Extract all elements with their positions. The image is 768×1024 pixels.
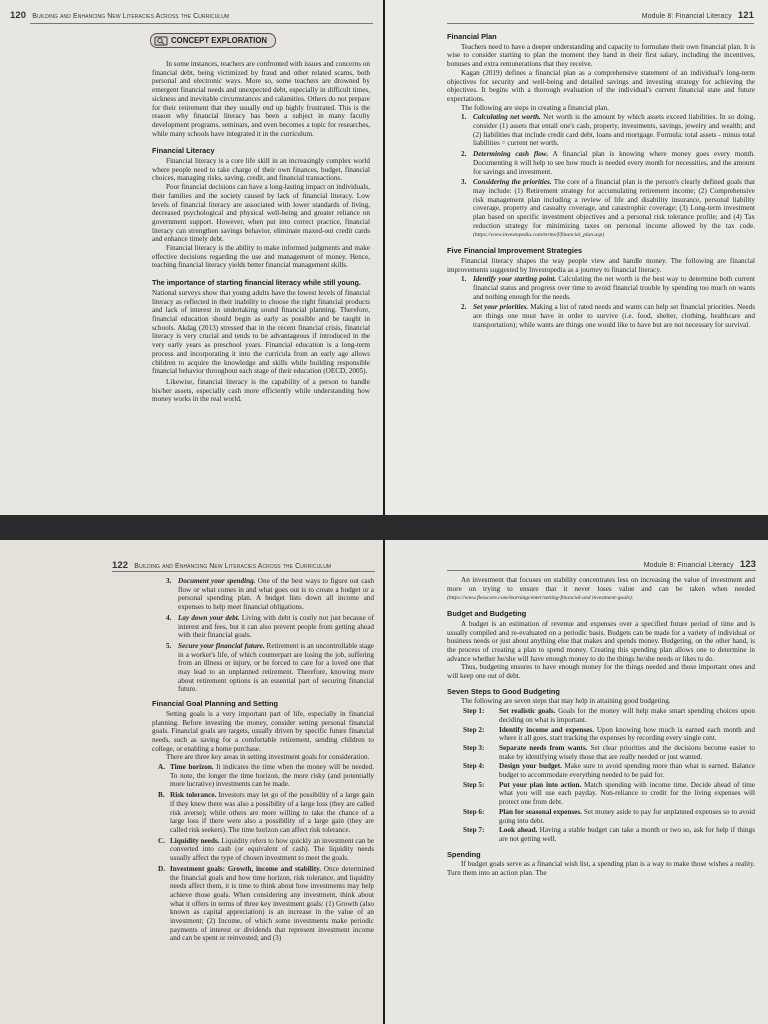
- step-label: Step 1:: [463, 707, 485, 716]
- list-item: [447, 744, 755, 761]
- financial-plan-steps: [447, 113, 755, 240]
- item-text: Liquidity refers to how quickly an investment can be converted into cash (or equivalent of cash). The liquidity needs usually affect the type of chosen investment to meet the goals.: [170, 836, 374, 863]
- item-title: Identify your starting point.: [473, 275, 557, 284]
- magnifier-book-icon: [154, 35, 168, 46]
- paragraph: The following are seven steps that may help in attaining good budgeting.: [461, 697, 671, 706]
- running-head-title: Building and Enhancing New Literacies Across the Curriculum: [32, 13, 230, 20]
- list-item: [447, 707, 755, 724]
- item-number: 5.: [166, 641, 172, 650]
- list-item: [152, 837, 374, 863]
- list-item: [447, 303, 755, 329]
- list-item: [447, 808, 755, 825]
- list-item: [447, 113, 755, 148]
- item-number: 1.: [461, 113, 467, 122]
- step-text: Set money aside to pay for unplanned expenses so to avoid going into debt.: [499, 807, 756, 825]
- improvement-strategies-continued: [152, 577, 374, 694]
- header-rule: [447, 570, 756, 571]
- item-letter: C.: [158, 836, 165, 845]
- page-120-body: [152, 60, 370, 404]
- list-item: [447, 275, 755, 301]
- intro-paragraph: In some instances, teachers are confronted with issues and concerns on financial debt, being victimized by fraud and other related scams, both personal and electronic ways. More so, some teachers are drowned by emergent financial needs and unexpected debt, especially in difficult times, sickness and inevitable circumstances and calamities. Others do not prepare for their retirement that they usually end up highly frustrated. This is the reason why financial literacy has been a subject in many faculty development programs, seminars, and even becomes a topic for researches, while many schools have integrated it in the curriculum.: [152, 60, 370, 138]
- step-text: Upon knowing how much is earned each month and where it all goes, start tracking the expenses by recording every single cent.: [499, 725, 755, 743]
- paragraph: [447, 576, 755, 603]
- step-text: Goals for the money will help make smart spending choices upon deciding on what is important.: [499, 707, 756, 724]
- running-head: [644, 559, 756, 570]
- source-url: (https://www.investopedia.com/terms/f/financial_plan.asp): [473, 232, 605, 239]
- page-number: 123: [739, 559, 756, 570]
- page-122-body: [152, 576, 374, 945]
- item-letter: B.: [158, 791, 165, 800]
- step-label: Step 5:: [463, 780, 485, 789]
- paragraph: Likewise, financial literacy is the capability of a person to handle his/her assets, especially cash more efficiently while understanding how money works in the real world.: [152, 377, 370, 404]
- list-item: [152, 577, 374, 612]
- item-text: Retirement is an uncontrollable stage in a worker's life, of which counterpart are losing the job, suffering from an illness or injury, or be forced to care for a loved one that may lead to an unplanned retirement. Therefore, knowing more about retirement options is an essential part of securing financial future.: [178, 641, 374, 694]
- step-text: Set clear priorities and the decisions become easier to make by identifying wisely those that are really needed or just wanted.: [499, 743, 756, 761]
- step-label: Step 7:: [463, 826, 485, 835]
- step-label: Step 6:: [463, 807, 485, 816]
- running-head: [112, 560, 331, 571]
- running-head: [10, 10, 229, 21]
- section-heading: Budget and Budgeting: [447, 609, 527, 619]
- item-title: Document your spending.: [178, 577, 256, 585]
- item-text: Calculating the net worth is the best way to determine both current financial status and progress over time to avoid financial trouble by spending too much on wants and nothing enough for the needs.: [473, 275, 755, 301]
- list-item: [152, 865, 374, 943]
- page-123-body: [447, 576, 755, 878]
- paragraph: Kagan (2019) defines a financial plan as a comprehensive statement of an individual's long-term objectives for security and well-being and detailed savings and investing strategy for achieving the objectives. It begins with a thorough evaluation of the individual's current financial state and future expectations.: [447, 68, 755, 103]
- step-label: Step 3:: [463, 743, 485, 752]
- step-title: Put your plan into action.: [499, 780, 582, 789]
- step-title: Look ahead.: [499, 826, 538, 835]
- paragraph: Setting goals is a very important part of life, especially in financial planning. Before investing the money, consider setting personal financial goals. Financial goals are targets, usually driven by specific future financial needs, such as saving for a comfortable retirement, sending children to college, or enabling a home purchase.: [152, 709, 374, 753]
- page-123: [385, 540, 768, 1024]
- item-number: 4.: [166, 613, 172, 622]
- section-heading: Financial Literacy: [152, 146, 215, 156]
- item-text: Living with debt is costly not just because of interest and fees, but it can also prevent people from getting ahead with their financial goals.: [178, 613, 374, 640]
- list-item: [152, 642, 374, 694]
- paragraph-text: An investment that focuses on stability concentrates less on increasing the value of investment and more on trying to ensure that it never loses value and can be taken when needed: [447, 576, 755, 593]
- item-text: A financial plan is knowing where money goes every month. Documenting it will help to see how much is needed every month for necessities, and the amount for savings and investment.: [473, 150, 755, 176]
- item-letter: D.: [158, 864, 165, 873]
- item-title: Set your priorities.: [473, 303, 529, 312]
- item-letter: A.: [158, 763, 165, 772]
- step-title: Identify income and expenses.: [499, 725, 595, 734]
- page-number: 122: [112, 560, 129, 571]
- page-120: [0, 0, 383, 515]
- paragraph: The following are steps in creating a financial plan.: [461, 103, 609, 112]
- source-url: (https://www.flexscore.com/learningcenter/setting-financial-and investment-goals).: [447, 595, 634, 602]
- item-text: Once determined the financial goals and how time horizon, risk tolerance, and liquidity needs affect them, it is time to think about how investments may help achieve those goals. When considering any investment, think about what it offers in terms of three key investment goals: (1) Growth (also known as capital appreciation) is an increase in the value of an investment; (2) Income, of which some investments make periodic payments of interest or dividends that represent investment income and can be spent or reinvested; and (3): [170, 864, 374, 943]
- running-head-title: Module 8: Financial Literacy: [643, 562, 734, 569]
- header-rule: [30, 23, 373, 24]
- list-item: [152, 791, 374, 835]
- item-text: Net worth is the amount by which assets exceed liabilities. In so doing, consider (1) assets that entail one's cash, property, investments, savings, jewelry and wealth; and (2) liabilities that include credit card debt, loans and mortgage. Formula: total assets - minus total liabilities = current net worth.: [473, 113, 755, 148]
- item-text: The core of a financial plan is the person's clearly defined goals that may include: (1) Retirement strategy for accumulating retirement income; (2) Comprehensive risk management plan including a review of life and disability insurance, personal liability coverage, property and casualty coverage, and catastrophic coverage; (3) Long-term investment plan based on specific investment objectives and a personal risk tolerance profile; and (4) Tax reduction strategy for minimizing taxes on personal income allowed by the tax code.: [473, 178, 755, 230]
- section-heading: Financial Goal Planning and Setting: [152, 699, 279, 709]
- page-121: [385, 0, 768, 515]
- paragraph: Financial literacy is the ability to make informed judgments and make effective decisions regarding the use and management of money. Hence, teaching financial literacy yields better financial management skills.: [152, 244, 370, 270]
- list-item: [447, 826, 755, 843]
- item-text: One of the best ways to figure out cash flow or what comes in and what goes out is to create a budget or a personal spending plan. A budget lists down all income and expenses to help meet financial obligations.: [178, 577, 374, 612]
- header-rule: [447, 23, 754, 24]
- item-number: 2.: [461, 303, 467, 312]
- section-heading: Seven Steps to Good Budgeting: [447, 686, 560, 696]
- paragraph: Financial literacy shapes the way people view and handle money. The following are financial improvements suggested by Investopedia as a journey to financial literacy.: [447, 256, 755, 274]
- running-head-title: Module 8: Financial Literacy: [641, 13, 732, 20]
- item-title: Secure your financial future.: [178, 641, 265, 650]
- list-item: [447, 150, 755, 176]
- item-title: Investment goals: Growth, income and stability.: [170, 864, 322, 873]
- step-text: Match spending with income time. Decide ahead of time what you will use each payday. Non-reliance to credit for the living expenses will protect one from debt.: [499, 780, 755, 807]
- paragraph: There are three key areas in setting investment goals for consideration.: [166, 753, 370, 762]
- item-number: 1.: [461, 275, 467, 284]
- item-title: Risk tolerance.: [170, 791, 217, 800]
- step-text: Having a stable budget can take a month or two so, ask for help if things are not getting well.: [499, 826, 756, 843]
- item-title: Determining cash flow.: [473, 150, 549, 159]
- item-number: 3.: [166, 577, 172, 585]
- concept-exploration-banner: [150, 33, 276, 51]
- paragraph: Financial literacy is a core life skill in an increasingly complex world where people need to take charge of their own finances, budget, financial choices, managing risks, saving, credit, and financial transactions.: [152, 157, 370, 183]
- scan-gap: [0, 515, 768, 540]
- page-121-body: [447, 33, 755, 332]
- running-head: [642, 10, 754, 21]
- page-122: [0, 540, 383, 1024]
- step-title: Plan for seasonal expenses.: [499, 807, 582, 816]
- step-label: Step 4:: [463, 762, 485, 771]
- item-text: Making a list of rated needs and wants can help set financial priorities. Needs are things one must have in order to survive (i.e. food, shelter, clothing, healthcare and transportation); while wants are things one would like to have but are not necessary for survival.: [473, 303, 755, 329]
- list-item: [447, 726, 755, 743]
- item-number: 3.: [461, 178, 467, 187]
- step-title: Design your budget.: [499, 762, 562, 771]
- page-number: 121: [737, 10, 754, 21]
- concept-label: CONCEPT EXPLORATION: [171, 36, 268, 45]
- paragraph: Thus, budgeting ensures to have enough money for the things needed and those important ones and will keep one out of debt.: [447, 663, 755, 681]
- step-label: Step 2:: [463, 725, 485, 734]
- item-title: Lay down your debt.: [178, 613, 240, 622]
- item-title: Calculating net worth.: [473, 113, 541, 122]
- step-text: Make sure to avoid spending more than what is earned. Balance budget to accommodate everything needed to be paid for.: [499, 762, 755, 780]
- step-title: Set realistic goals.: [499, 707, 556, 716]
- page-number: 120: [10, 10, 27, 21]
- paragraph: If budget goals serve as a financial wish list, a spending plan is a way to make those wishes a reality. Turn them into an action plan. The: [447, 860, 755, 878]
- budgeting-steps: [447, 707, 755, 844]
- list-item: [447, 762, 755, 779]
- section-heading: Five Financial Improvement Strategies: [447, 246, 583, 256]
- improvement-strategies: [447, 275, 755, 329]
- list-item: [152, 614, 374, 640]
- item-text: Investors may let go of the possibility of a large gain if they knew there was also a possibility of a large loss (they are called risk averse); while others are more willing to take the chance of a large loss if there were also a possibility of a large gain (they are called risk seekers). The time horizon can affect risk tolerance.: [170, 791, 374, 834]
- running-head-title: Building and Enhancing New Literacies Across the Curriculum: [134, 563, 332, 570]
- header-rule: [112, 571, 375, 572]
- item-title: Considering the priorities.: [473, 178, 552, 187]
- investment-goal-areas: [152, 763, 374, 943]
- item-title: Time horizon.: [170, 763, 214, 772]
- paragraph: National surveys show that young adults have the lowest levels of financial literacy as reflected in their inability to choose the right financial products and lack of interest in undertaking sound financial planning. Therefore, financial education should begin as early as possible and be taught in schools. Akdag (2013) stressed that in the recent financial crisis, financial literacy is very crucial and tends to be advantageous if introduced in the very early years as preschool years. Financial education is a long-term process and incorporating it into the curricula from an early age allows children to acquire the knowledge and skills while building responsible financial behavior throughout each stage of their education (OECD, 2005).: [152, 288, 370, 376]
- paragraph: Teachers need to have a deeper understanding and capacity to formulate their own financial plan. It is wise to consider starting to plan the moment they hand in their first salary, including the incentives, bonuses and extra remunerations that they receive.: [447, 42, 755, 69]
- item-number: 2.: [461, 150, 467, 159]
- list-item: [447, 178, 755, 240]
- list-item: [447, 781, 755, 807]
- section-heading: Spending: [447, 849, 481, 859]
- list-item: [152, 763, 374, 789]
- section-heading: Financial Plan: [447, 32, 497, 41]
- paragraph: Poor financial decisions can have a long-lasting impact on individuals, their families and the society caused by lack of financial literacy. Low levels of financial literacy are associated with lower standards of living, decreased psychological and physical well-being and greater reliance on government support. However, when put into correct practice, financial literacy can strengthen savings behavior, eliminate maxed-out credit cards and enhance timely debt.: [152, 183, 370, 244]
- step-title: Separate needs from wants.: [499, 743, 588, 752]
- item-text: It indicates the time when the money will be needed. To note, the longer the time horizon, the more risky (and potentially more lucrative) investments can be made.: [170, 763, 374, 789]
- item-title: Liquidity needs.: [170, 836, 220, 845]
- paragraph: A budget is an estimation of revenue and expenses over a specified future period of time and is usually compiled and re-evaluated on a periodic basis. Budgets can be made for a variety of individual or business needs or just about anything else that makes and spends money. Budgeting, on the other hand, is the process of creating a plan to spend money. Creating this spending plan allows one to determine in advance whether he/she will have enough money to do the things he/she needs or likes to do.: [447, 619, 755, 663]
- subsection-heading: The importance of starting financial literacy while still young.: [152, 278, 361, 288]
